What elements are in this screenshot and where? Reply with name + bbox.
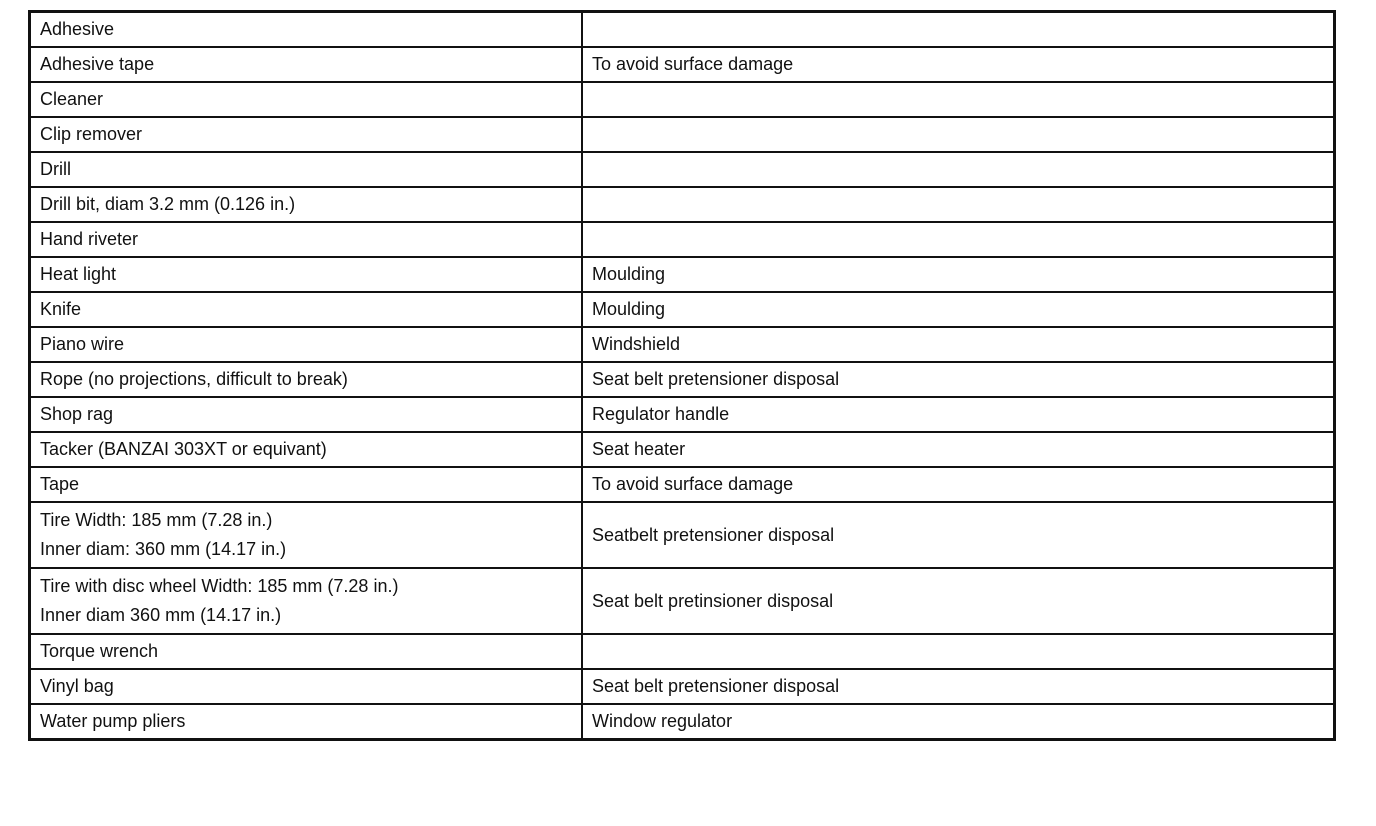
use-cell — [582, 82, 1335, 117]
tool-text: Torque wrench — [40, 641, 159, 661]
table-row — [30, 292, 1335, 327]
tool-cell — [30, 634, 583, 669]
table-row — [30, 362, 1335, 397]
table-row — [30, 568, 1335, 634]
use-cell — [582, 152, 1335, 187]
tool-text: Drill bit, diam 3.2 mm (0.126 in.) — [40, 194, 296, 214]
tool-text-line-2: Inner diam 360 mm (14.17 in.) — [40, 605, 282, 625]
tool-cell — [30, 397, 583, 432]
tool-text: Drill — [40, 159, 71, 179]
tool-text: Shop rag — [40, 404, 114, 424]
use-cell: Regulator handle — [582, 397, 1335, 432]
use-cell: To avoid surface damage — [582, 467, 1335, 502]
table-row — [30, 222, 1335, 257]
tool-text-line-2: Inner diam: 360 mm (14.17 in.) — [40, 539, 287, 559]
tool-cell — [30, 222, 583, 257]
table-row — [30, 117, 1335, 152]
table-row — [30, 704, 1335, 740]
tool-text: Hand riveter — [40, 229, 139, 249]
tool-cell — [30, 47, 583, 82]
use-cell: Seat belt pretinsioner disposal — [582, 568, 1335, 634]
use-cell — [582, 187, 1335, 222]
tool-cell — [30, 12, 583, 48]
tools-table — [28, 10, 1336, 741]
use-cell: To avoid surface damage — [582, 47, 1335, 82]
tool-text: Piano wire — [40, 334, 125, 354]
tool-text: Water pump pliers — [40, 711, 186, 731]
tool-text: Clip remover — [40, 124, 143, 144]
tools-table-container — [28, 10, 1332, 741]
tool-cell — [30, 467, 583, 502]
tool-text: Adhesive tape — [40, 54, 155, 74]
tool-cell — [30, 292, 583, 327]
use-cell: Seatbelt pretensioner disposal — [582, 502, 1335, 568]
table-row — [30, 432, 1335, 467]
tool-text: Adhesive — [40, 19, 115, 39]
tool-text: Cleaner — [40, 89, 104, 109]
table-row — [30, 634, 1335, 669]
tool-cell — [30, 502, 583, 568]
tools-table-body — [30, 12, 1335, 740]
tool-text: Heat light — [40, 264, 117, 284]
use-cell — [582, 12, 1335, 48]
use-cell: Moulding — [582, 257, 1335, 292]
use-cell: Window regulator — [582, 704, 1335, 740]
tool-text-line-1: Tire Width: 185 mm (7.28 in.) — [40, 510, 273, 530]
tool-cell — [30, 704, 583, 740]
tool-cell — [30, 82, 583, 117]
use-cell — [582, 634, 1335, 669]
tool-cell — [30, 257, 583, 292]
use-cell: Seat belt pretensioner disposal — [582, 669, 1335, 704]
table-row — [30, 82, 1335, 117]
tool-cell — [30, 669, 583, 704]
tool-text: Rope (no projections, difficult to break) — [40, 369, 348, 389]
table-row — [30, 467, 1335, 502]
table-row — [30, 327, 1335, 362]
tool-text: Tacker (BANZAI 303XT or equivant) — [40, 439, 327, 459]
tool-cell — [30, 117, 583, 152]
table-row — [30, 187, 1335, 222]
tool-cell — [30, 568, 583, 634]
tool-cell — [30, 362, 583, 397]
table-row — [30, 257, 1335, 292]
tool-text: Vinyl bag — [40, 676, 114, 696]
table-row — [30, 397, 1335, 432]
use-cell — [582, 117, 1335, 152]
table-row — [30, 669, 1335, 704]
table-row — [30, 152, 1335, 187]
use-cell — [582, 222, 1335, 257]
use-cell: Windshield — [582, 327, 1335, 362]
tool-text: Knife — [40, 299, 82, 319]
use-cell: Seat heater — [582, 432, 1335, 467]
tool-cell — [30, 187, 583, 222]
tool-cell — [30, 432, 583, 467]
tool-text-line-1: Tire with disc wheel Width: 185 mm (7.28 in.) — [40, 576, 399, 596]
tool-cell — [30, 327, 583, 362]
table-row — [30, 502, 1335, 568]
table-row — [30, 47, 1335, 82]
use-cell: Seat belt pretensioner disposal — [582, 362, 1335, 397]
use-cell: Moulding — [582, 292, 1335, 327]
tool-cell — [30, 152, 583, 187]
table-row — [30, 12, 1335, 48]
tool-text: Tape — [40, 474, 80, 494]
